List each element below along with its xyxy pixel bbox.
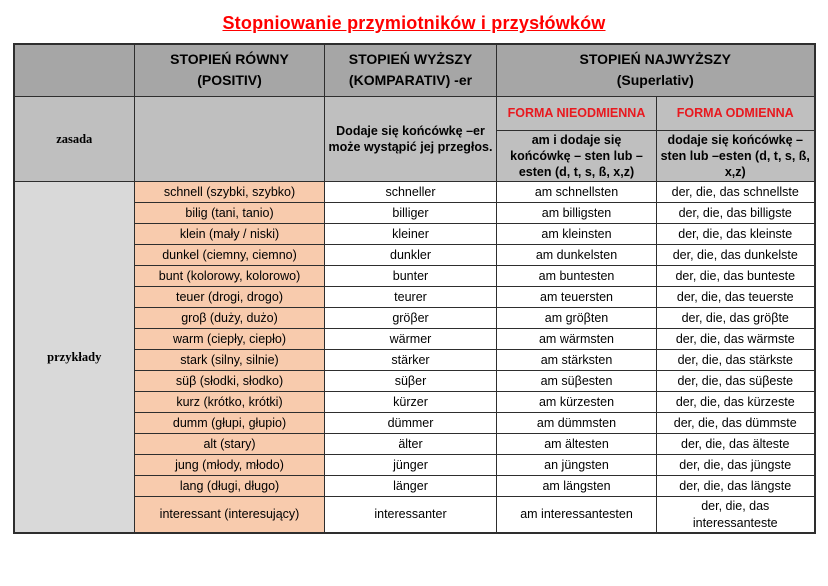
header-corner-cell xyxy=(14,44,135,96)
table-header-row xyxy=(14,44,815,96)
superlativ-odmienna-cell: der, die, das gröβte xyxy=(657,308,815,329)
positiv-cell: bilig (tani, tanio) xyxy=(135,203,325,224)
zasada-row-top xyxy=(14,96,815,130)
superlativ-nieodmienna-cell: am kleinsten xyxy=(497,224,657,245)
table-row xyxy=(14,182,815,203)
komparativ-cell: älter xyxy=(325,434,497,455)
forma-nieodmienna-rule: am i dodaje się końcówkę – sten lub –esten (d, t, s, ß, x,z) xyxy=(497,130,657,182)
table-row xyxy=(14,266,815,287)
forma-odmienna-rule: dodaje się końcówkę –sten lub –esten (d, t, s, ß, x,z) xyxy=(657,130,815,182)
header-komparativ-line1: STOPIEŃ WYŻSZY xyxy=(348,50,473,67)
positiv-cell: bunt (kolorowy, kolorowo) xyxy=(135,266,325,287)
superlativ-nieodmienna-cell: am schnellsten xyxy=(497,182,657,203)
superlativ-nieodmienna-cell: am interessantesten xyxy=(497,497,657,533)
superlativ-odmienna-cell: der, die, das dunkelste xyxy=(657,245,815,266)
table-row xyxy=(14,455,815,476)
header-superlativ-line1: STOPIEŃ NAJWYŻSZY xyxy=(579,50,731,67)
table-row xyxy=(14,434,815,455)
komparativ-cell: kleiner xyxy=(325,224,497,245)
table-row xyxy=(14,308,815,329)
superlativ-nieodmienna-cell: am süβesten xyxy=(497,371,657,392)
table-row xyxy=(14,371,815,392)
table-row xyxy=(14,245,815,266)
superlativ-nieodmienna-cell: am ältesten xyxy=(497,434,657,455)
header-superlativ xyxy=(497,44,815,96)
table-row xyxy=(14,224,815,245)
positiv-cell: schnell (szybki, szybko) xyxy=(135,182,325,203)
page-title: Stopniowanie przymiotników i przysłówków xyxy=(222,13,606,33)
superlativ-odmienna-cell: der, die, das billigste xyxy=(657,203,815,224)
superlativ-odmienna-cell: der, die, das kleinste xyxy=(657,224,815,245)
superlativ-odmienna-cell: der, die, das süβeste xyxy=(657,371,815,392)
przyklady-label: przykłady xyxy=(14,182,135,533)
table-row xyxy=(14,203,815,224)
superlativ-nieodmienna-cell: am dunkelsten xyxy=(497,245,657,266)
positiv-cell: lang (długi, długo) xyxy=(135,476,325,497)
zasada-empty-cell xyxy=(135,96,325,182)
zasada-label: zasada xyxy=(14,96,135,182)
header-komparativ-line2: (KOMPARATIV) -er xyxy=(348,72,473,89)
superlativ-odmienna-cell: der, die, das längste xyxy=(657,476,815,497)
table-row xyxy=(14,287,815,308)
table-row xyxy=(14,413,815,434)
superlativ-odmienna-cell: der, die, das kürzeste xyxy=(657,392,815,413)
positiv-cell: kurz (krótko, krótki) xyxy=(135,392,325,413)
komparativ-cell: teurer xyxy=(325,287,497,308)
positiv-cell: süβ (słodki, słodko) xyxy=(135,371,325,392)
komparativ-cell: länger xyxy=(325,476,497,497)
komparativ-cell: dümmer xyxy=(325,413,497,434)
komparativ-cell: süβer xyxy=(325,371,497,392)
superlativ-nieodmienna-cell: an jüngsten xyxy=(497,455,657,476)
komparativ-cell: interessanter xyxy=(325,497,497,533)
header-positiv-line1: STOPIEŃ RÓWNY xyxy=(170,50,289,67)
table-row xyxy=(14,350,815,371)
positiv-cell: dumm (głupi, głupio) xyxy=(135,413,325,434)
table-row xyxy=(14,476,815,497)
superlativ-odmienna-cell: der, die, das stärkste xyxy=(657,350,815,371)
superlativ-nieodmienna-cell: am längsten xyxy=(497,476,657,497)
superlativ-odmienna-cell: der, die, das älteste xyxy=(657,434,815,455)
forma-nieodmienna-title: FORMA NIEODMIENNA xyxy=(497,96,657,130)
header-superlativ-line2: (Superlativ) xyxy=(616,72,694,89)
komparativ-cell: kürzer xyxy=(325,392,497,413)
table-row xyxy=(14,392,815,413)
positiv-cell: alt (stary) xyxy=(135,434,325,455)
superlativ-nieodmienna-cell: am teuersten xyxy=(497,287,657,308)
superlativ-odmienna-cell: der, die, das dümmste xyxy=(657,413,815,434)
komparativ-cell: schneller xyxy=(325,182,497,203)
positiv-cell: warm (ciepły, ciepło) xyxy=(135,329,325,350)
komparativ-cell: billiger xyxy=(325,203,497,224)
positiv-cell: klein (mały / niski) xyxy=(135,224,325,245)
positiv-cell: interessant (interesujący) xyxy=(135,497,325,533)
komparativ-cell: dunkler xyxy=(325,245,497,266)
table-row xyxy=(14,329,815,350)
komparativ-cell: bunter xyxy=(325,266,497,287)
komparativ-cell: stärker xyxy=(325,350,497,371)
superlativ-nieodmienna-cell: am billigsten xyxy=(497,203,657,224)
superlativ-odmienna-cell: der, die, das wärmste xyxy=(657,329,815,350)
komparativ-rule: Dodaje się końcówkę –er może wystąpić jej przegłos. xyxy=(325,96,497,182)
header-positiv-line2: (POSITIV) xyxy=(197,72,262,89)
positiv-cell: stark (silny, silnie) xyxy=(135,350,325,371)
comparison-table xyxy=(13,43,816,534)
superlativ-nieodmienna-cell: am stärksten xyxy=(497,350,657,371)
forma-odmienna-title: FORMA ODMIENNA xyxy=(657,96,815,130)
komparativ-cell: gröβer xyxy=(325,308,497,329)
superlativ-odmienna-cell: der, die, das schnellste xyxy=(657,182,815,203)
header-komparativ xyxy=(325,44,497,96)
komparativ-cell: jünger xyxy=(325,455,497,476)
superlativ-nieodmienna-cell: am dümmsten xyxy=(497,413,657,434)
positiv-cell: jung (młody, młodo) xyxy=(135,455,325,476)
superlativ-odmienna-cell: der, die, das teuerste xyxy=(657,287,815,308)
positiv-cell: groβ (duży, dużo) xyxy=(135,308,325,329)
positiv-cell: teuer (drogi, drogo) xyxy=(135,287,325,308)
superlativ-nieodmienna-cell: am kürzesten xyxy=(497,392,657,413)
superlativ-nieodmienna-cell: am gröβten xyxy=(497,308,657,329)
superlativ-nieodmienna-cell: am buntesten xyxy=(497,266,657,287)
komparativ-cell: wärmer xyxy=(325,329,497,350)
header-positiv xyxy=(135,44,325,96)
superlativ-odmienna-cell: der, die, das jüngste xyxy=(657,455,815,476)
positiv-cell: dunkel (ciemny, ciemno) xyxy=(135,245,325,266)
superlativ-nieodmienna-cell: am wärmsten xyxy=(497,329,657,350)
superlativ-odmienna-cell: der, die, das bunteste xyxy=(657,266,815,287)
superlativ-odmienna-cell: der, die, das interessanteste xyxy=(657,497,815,533)
table-row xyxy=(14,497,815,533)
